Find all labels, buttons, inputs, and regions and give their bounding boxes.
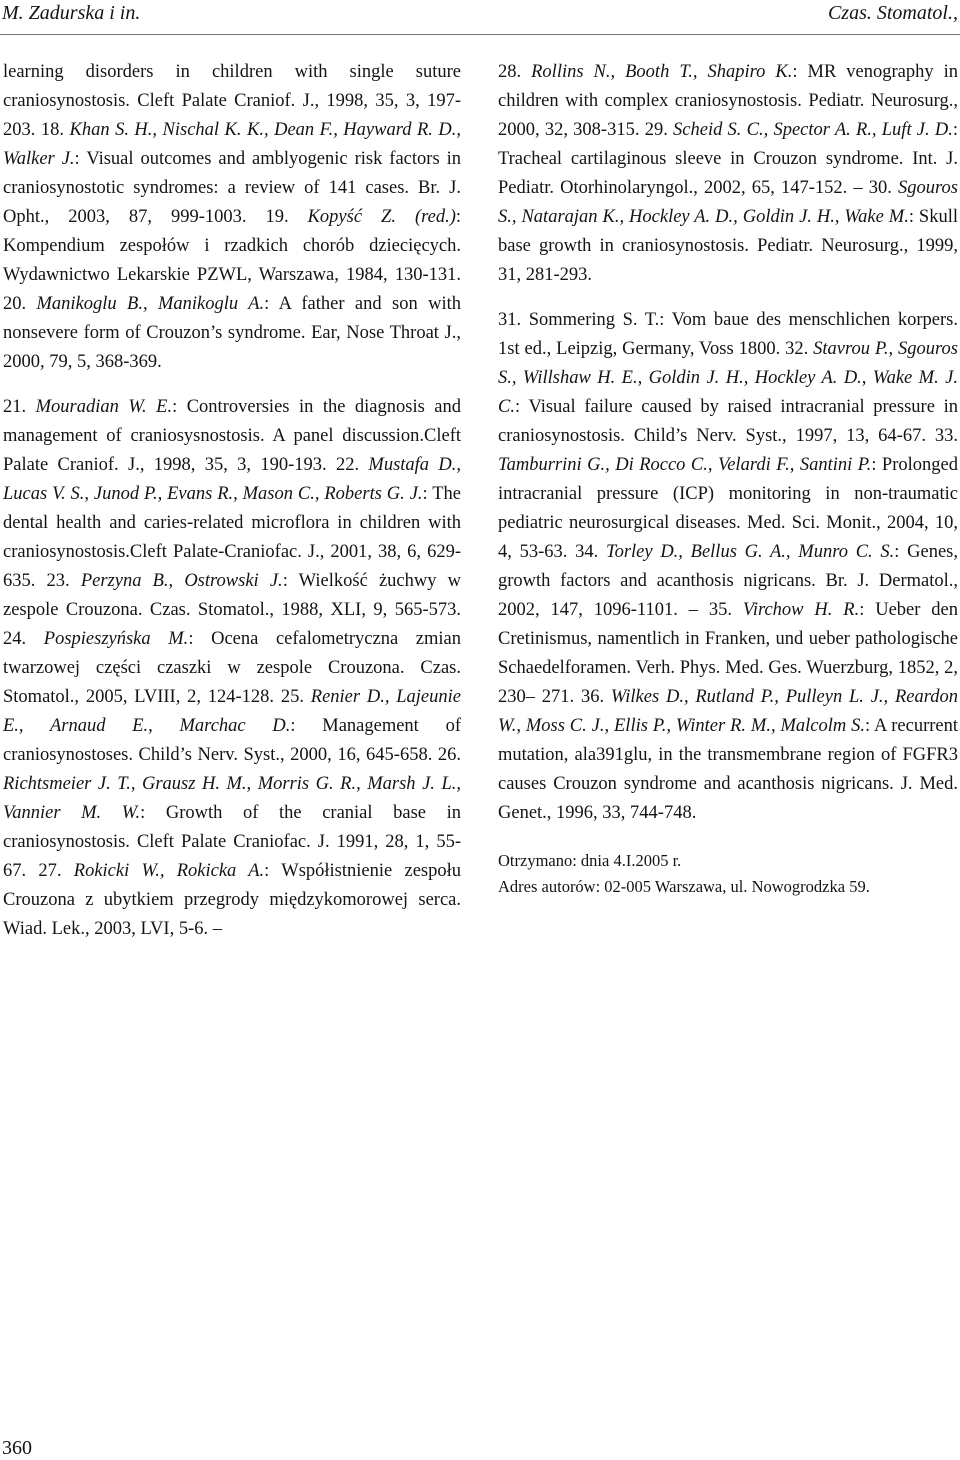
reference-authors: Khan S. H., Nischal K. K., Dean F., Hayward R. D., Walker J. [3,120,461,169]
reference-authors: Mouradian W. E. [35,397,173,417]
reference-text: : Skull base growth in craniosynostosis. Pediatr. Neurosurg., 1999, 31, 281-293. [498,207,958,285]
reference-paragraph [3,58,461,377]
page-number: 360 [2,1437,32,1459]
header-rule [0,34,960,35]
reference-text: : Ueber den Cretinismus, namentlich in Franken, und ueber pathologische Schaedelforamen. Verh. Phys. Med. Ges. Wuerzburg, 1852, 2, 230– 271. 36. [498,600,959,707]
reference-authors: Kopyść Z. (red.) [307,207,456,227]
reference-text: : Growth of the cranial base in craniosynostosis. Cleft Palate Craniofac. J. 1991, 28, 1, 55-67. 27. [3,803,461,881]
reference-text: : Kompendium zespołów i rzadkich chorób dziecięcych. Wydawnictwo Lekarskie PZWL, Warszawa, 1984, 130-131. 20. [3,207,461,314]
reference-text: 28. [498,62,532,82]
reference-text: 31. Sommering S. T.: Vom baue des menschlichen korpers. 1st ed., Leipzig, Germany, Voss 1800. 32. [498,310,958,359]
reference-paragraph [3,393,461,944]
running-header [0,2,960,28]
reference-authors: Rollins N., Booth T., Shapiro K. [531,62,793,82]
running-header-authors: M. Zadurska i in. [2,2,141,24]
reference-text: learning disorders in children with single suture craniosynostosis. Cleft Palate Craniof. J., 1998, 35, 3, 197-203. 18. [3,62,461,140]
references-column-left [3,58,461,944]
reference-text: : MR venography in children with complex craniosynostosis. Pediatr. Neurosurg., 2000, 32, 308-315. 29. [498,62,959,140]
reference-text: : Prolonged intracranial pressure (ICP) monitoring in non-traumatic pediatric neurosurgical diseases. Med. Sci. Monit., 2004, 10, 4, 53-63. 34. [498,455,958,562]
reference-text: : Wielkość żuchwy w zespole Crouzona. Czas. Stomatol., 1988, XLI, 9, 565-573. 24. [3,571,461,649]
reference-authors: Torley D., Bellus G. A., Munro C. S. [605,542,895,562]
reference-text: : A father and son with nonsevere form of Crouzon’s syndrome. Ear, Nose Throat J., 2000, 79, 5, 368-369. [3,294,461,372]
reference-text: : Management of craniosynostoses. Child’s Nerv. Syst., 2000, 16, 645-658. 26. [3,716,461,765]
reference-authors: Wilkes D., Rutland P., Pulleyn L. J., Reardon W., Moss C. J., Ellis P., Winter R. M., Malcolm S. [498,687,958,736]
running-header-journal: Czas. Stomatol., [827,2,958,24]
reference-authors: Richtsmeier J. T., Grausz H. M., Morris G. R., Marsh J. L., Vannier M. W. [3,774,461,823]
authors-address: Adres autorów: 02-005 Warszawa, ul. Nowogrodzka 59. [498,877,870,896]
reference-authors: Perzyna B., Ostrowski J. [80,571,283,591]
reference-text: : Genes, growth factors and acanthosis nigricans. Br. J. Dermatol., 2002, 147, 1096-1101. – 35. [498,542,958,620]
article-footnote [498,848,958,900]
reference-text: : The dental health and caries-related microflora in children with craniosynostosis.Cleft Palate-Craniofac. J., 2001, 38, 6, 629-635. 23. [3,484,461,591]
reference-authors: Pospieszyńska M. [43,629,189,649]
reference-authors: Manikoglu B., Manikoglu A. [36,294,265,314]
reference-authors: Sgouros S., Natarajan K., Hockley A. D., Goldin J. H., Wake M. [498,178,958,227]
reference-paragraph [498,58,958,290]
reference-authors: Rokicki W., Rokicka A. [73,861,265,881]
reference-authors: Virchow H. R. [742,600,860,620]
references-column-right [498,58,958,900]
reference-paragraph [498,306,958,828]
received-date: Otrzymano: dnia 4.I.2005 r. [498,851,682,870]
reference-authors: Stavrou P., Sgouros S., Willshaw H. E., Goldin J. H., Hockley A. D., Wake M. J. C. [498,339,958,417]
reference-authors: Tamburrini G., Di Rocco C., Velardi F., Santini P. [498,455,872,475]
reference-authors: Renier D., Lajeunie E., Arnaud E., Marchac D. [3,687,461,736]
reference-text: 21. [3,397,36,417]
reference-text: : Visual failure caused by raised intracranial pressure in craniosynostosis. Child’s Nerv. Syst., 1997, 13, 64-67. 33. [498,397,958,446]
reference-authors: Scheid S. C., Spector A. R., Luft J. D. [673,120,953,140]
reference-text: : Controversies in the diagnosis and management of craniosysnostosis. A panel discussion.Cleft Palate Craniof. J., 1998, 35, 3, 190-193. 22. [3,397,461,475]
reference-authors: Mustafa D., Lucas V. S., Junod P., Evans R., Mason C., Roberts G. J. [3,455,461,504]
reference-text: : A recurrent mutation, ala391glu, in the transmembrane region of FGFR3 causes Crouzon syndrome and acanthosis nigricans. J. Med. Genet., 1996, 33, 744-748. [498,716,958,823]
reference-text: : Współistnienie zespołu Crouzona z ubytkiem przegrody międzykomorowej serca. Wiad. Lek., 2003, LVI, 5-6. – [3,861,461,939]
reference-text: : Ocena cefalometryczna zmian twarzowej części czaszki w zespole Crouzona. Czas. Stomatol., 2005, LVIII, 2, 124-128. 25. [3,629,462,707]
reference-text: : Visual outcomes and amblyogenic risk factors in craniosynostotic syndromes: a review of 141 cases. Br. J. Opht., 2003, 87, 999-1003. 19. [3,149,462,227]
reference-text: : Tracheal cartilaginous sleeve in Crouzon syndrome. Int. J. Pediatr. Otorhinolaryngol., 2002, 65, 147-152. – 30. [498,120,958,198]
